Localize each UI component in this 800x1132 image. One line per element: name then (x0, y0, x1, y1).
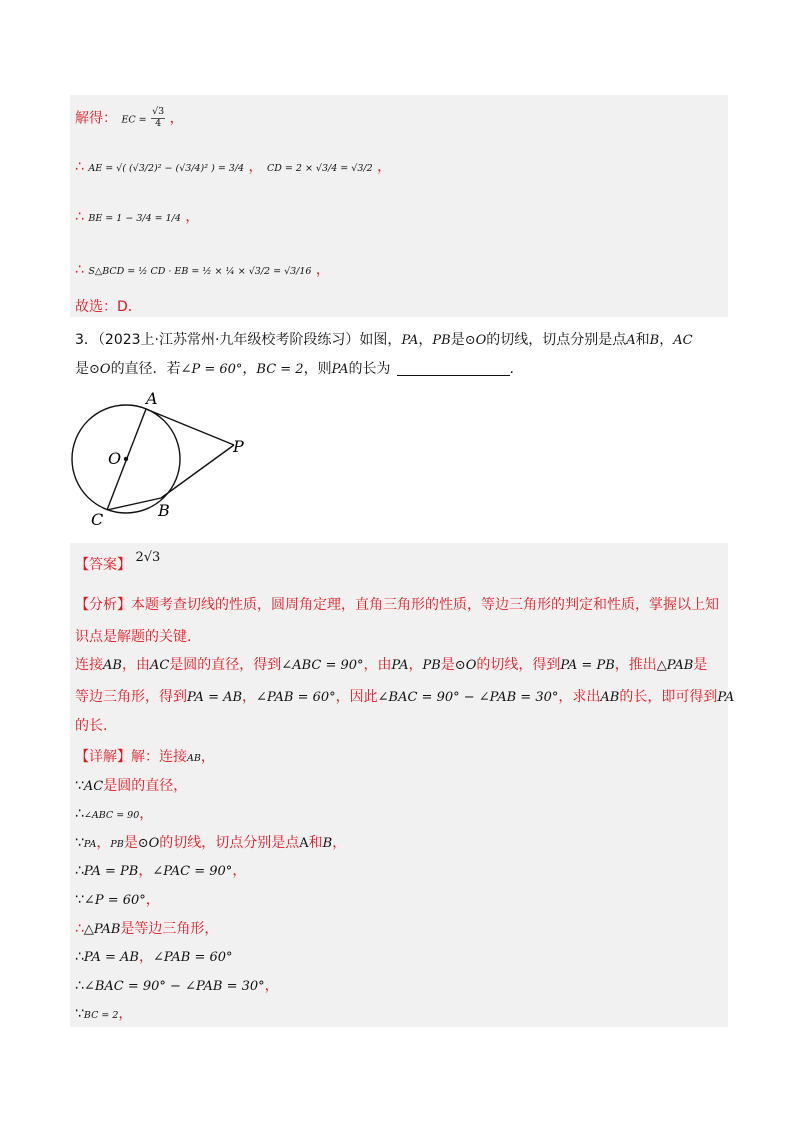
solve-label: 解得： (75, 110, 117, 127)
analysis-line-3 (75, 658, 707, 672)
math-pb: PB (110, 839, 124, 850)
text: 是 (123, 835, 138, 851)
text: 是圆的直径， (103, 778, 188, 794)
text: ，求出 (558, 689, 601, 705)
math-a: A (299, 836, 309, 851)
answer-tag: 【答案】 (75, 557, 131, 573)
math-angle-abc: ∠ABC = 90° (281, 658, 364, 673)
math-cd: CD = 2 × √3/4 = √3/2 (267, 163, 373, 174)
text: 是 (450, 332, 465, 348)
punctuation: ， (248, 159, 263, 175)
analysis-line-2: 识点是解题的关键. (75, 629, 192, 645)
because-symbol: ∵ (75, 1006, 84, 1022)
answer-blank[interactable] (397, 363, 510, 376)
question-3-line-2 (75, 362, 514, 376)
detail-line-3 (75, 807, 153, 821)
fraction-denominator: 4 (155, 117, 162, 129)
math-pa: PA (83, 839, 97, 850)
analysis-line-5: 的长. (75, 718, 108, 734)
punctuation: ， (139, 806, 154, 822)
question-3-line-1 (75, 333, 693, 347)
detail-line-2 (75, 779, 187, 793)
label-p: P (233, 437, 244, 456)
punctuation: . (509, 361, 514, 377)
math-pa-eq-pb: PA = PB (560, 658, 615, 673)
because-symbol: ∵ (75, 778, 84, 794)
fraction-sqrt3-over-4 (151, 107, 165, 130)
math-a: A (626, 333, 636, 348)
therefore-symbol: ∴ (75, 209, 84, 225)
detail-line-7 (75, 922, 218, 936)
solution-choice: 故选：D． (75, 299, 142, 315)
math-pa-eq-pb: PA = PB (83, 864, 139, 879)
punctuation: ， (138, 863, 153, 879)
math-area: S△BCD = ½ CD · EB = ½ × ¼ × √3/2 = √3/16 (88, 266, 312, 277)
text: 和 (308, 835, 323, 851)
text: 的直径．若 (110, 361, 181, 377)
fraction-numerator: √3 (152, 106, 165, 117)
punctuation: ， (315, 262, 330, 278)
detail-line-8 (75, 950, 233, 964)
punctuation: ， (242, 689, 257, 705)
punctuation: ， (232, 863, 247, 879)
segment-bc (107, 498, 161, 510)
punctuation: ， (408, 657, 423, 673)
because-symbol: ∵ (75, 892, 84, 908)
text: 的切线，得到 (476, 657, 561, 673)
math-ab: AB (103, 658, 122, 673)
math-angle-p: ∠P = 60° (83, 893, 146, 908)
text: 是 (75, 361, 89, 377)
math-triangle-pab: △PAB (83, 922, 121, 937)
circle-tangent-figure (66, 388, 266, 528)
text: 的长为 (348, 361, 391, 377)
label-a: A (146, 389, 158, 408)
math-ac: AC (673, 333, 693, 348)
therefore-symbol: ∴ (75, 806, 84, 822)
math-pa: PA (401, 333, 419, 348)
text: 等边三角形，得到 (75, 689, 187, 705)
label-o: O (108, 449, 122, 468)
text: ，由 (363, 657, 392, 673)
punctuation: ， (659, 332, 674, 348)
math-angle-bac: ∠BAC = 90° − ∠PAB = 30° (83, 979, 265, 994)
solution-line-be (75, 210, 199, 224)
math-ab: AB (187, 753, 201, 764)
math-bc: BC = 2 (256, 362, 304, 377)
segment-pa (146, 409, 234, 445)
math-angle-bac: ∠BAC = 90° − ∠PAB = 30° (377, 690, 559, 705)
detail-line-9 (75, 979, 279, 993)
detail-line-10 (75, 1007, 132, 1021)
math-be: BE = 1 − 3/4 = 1/4 (88, 213, 181, 224)
punctuation: ， (377, 159, 392, 175)
text: 是 (440, 657, 455, 673)
punctuation: ， (264, 978, 279, 994)
math-pa-eq-ab: PA = AB (83, 950, 139, 965)
math-ec: EC = (121, 114, 147, 126)
math-angle-pab: ∠PAB = 60° (152, 950, 233, 965)
text: ，则 (303, 361, 332, 377)
detail-line-4 (75, 836, 346, 850)
solution-line-area (75, 263, 330, 277)
punctuation: ， (200, 749, 215, 765)
text: 和 (635, 332, 650, 348)
analysis-line-1 (75, 598, 719, 612)
text: 的切线，切点分别是点 (159, 835, 300, 851)
math-triangle-pab: △PAB (656, 658, 694, 673)
math-angle-pac: ∠PAC = 90° (152, 864, 233, 879)
solution-line-ec (75, 107, 184, 130)
text: 是 (693, 657, 708, 673)
detail-tag: 【详解】 (75, 749, 131, 765)
math-circle-o: ⊙O (454, 658, 477, 673)
answer-value: 2√3 (135, 550, 161, 565)
detail-line-6 (75, 893, 160, 907)
center-point (124, 457, 128, 461)
text: 的切线，切点分别是点 (486, 332, 627, 348)
punctuation: ， (332, 835, 347, 851)
text: 是等边三角形， (120, 921, 219, 937)
therefore-symbol: ∴ (75, 262, 84, 278)
therefore-symbol: ∴ (75, 921, 84, 937)
math-angle-pab: ∠PAB = 60° (256, 690, 336, 705)
math-ab: AB (600, 690, 620, 705)
math-pb: PB (432, 333, 451, 348)
text: ，由 (121, 657, 150, 673)
therefore-symbol: ∴ (75, 159, 84, 175)
therefore-symbol: ∴ (75, 949, 84, 965)
punctuation: ， (242, 361, 257, 377)
text: ，推出 (614, 657, 657, 673)
math-pa: PA (331, 362, 349, 377)
punctuation: ， (96, 835, 111, 851)
math-angle-abc: ∠ABC = 90 (83, 810, 140, 821)
because-symbol: ∵ (75, 835, 84, 851)
math-b: B (649, 333, 660, 348)
analysis-tag: 【分析】 (75, 597, 131, 613)
math-ac: AC (83, 779, 104, 794)
therefore-symbol: ∴ (75, 863, 84, 879)
math-circle-o: ⊙O (464, 333, 487, 348)
analysis-line-4 (75, 690, 734, 704)
detail-line-5 (75, 864, 246, 878)
text: 的长，即可得到 (619, 689, 718, 705)
therefore-symbol: ∴ (75, 978, 84, 994)
punctuation: ， (118, 1006, 133, 1022)
segment-pb (161, 445, 234, 498)
math-pa: PA (717, 690, 735, 705)
detail-line-1 (75, 750, 215, 764)
solution-line-ae-cd (75, 160, 391, 174)
math-angle-p: ∠P = 60° (180, 362, 243, 377)
punctuation: ， (138, 949, 153, 965)
question-3-source: 3．（2023上·江苏常州·九年级校考阶段练习）如图， (75, 332, 402, 348)
math-ae: AE = √( (√3/2)² − (√3/4)² ) = 3/4 (88, 163, 245, 174)
math-bc: BC = 2 (83, 1010, 119, 1021)
math-circle-o: ⊙O (89, 362, 111, 377)
math-pa-eq-ab: PA = AB (187, 690, 243, 705)
punctuation: ， (185, 209, 200, 225)
math-pb: PB (422, 658, 441, 673)
math-pa: PA (391, 658, 409, 673)
text: 连接 (75, 657, 103, 673)
punctuation: ， (418, 332, 433, 348)
text: ，因此 (335, 689, 378, 705)
label-c: C (91, 510, 104, 528)
punctuation: ， (145, 892, 160, 908)
text: 是圆的直径，得到 (169, 657, 282, 673)
analysis-text: 本题考查切线的性质，圆周角定理，直角三角形的性质，等边三角形的判定和性质，掌握以上知 (131, 597, 719, 613)
label-b: B (158, 501, 170, 520)
math-b: B (322, 836, 333, 851)
math-ac: AC (149, 658, 170, 673)
math-circle-o: ⊙O (137, 836, 160, 851)
answer-line (75, 550, 161, 573)
punctuation: ， (169, 110, 184, 127)
text: 解：连接 (131, 749, 187, 765)
